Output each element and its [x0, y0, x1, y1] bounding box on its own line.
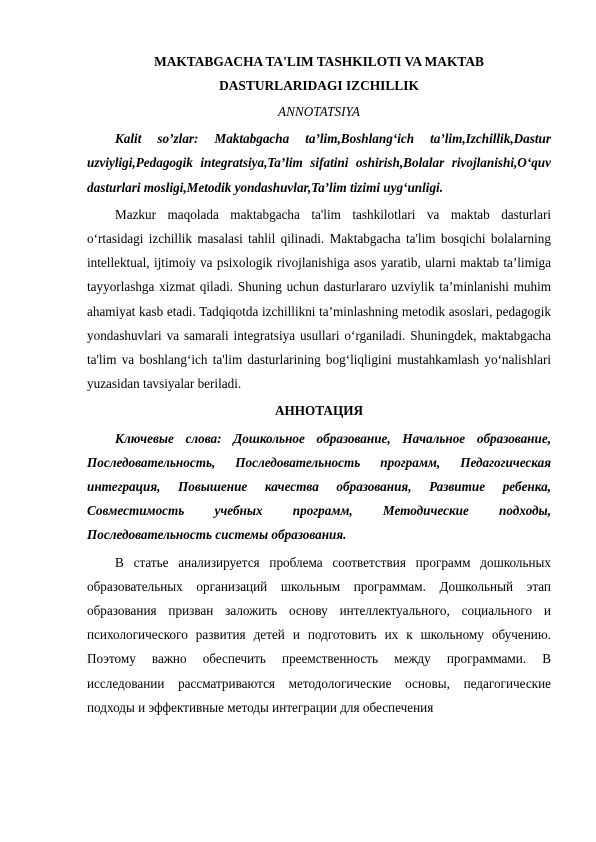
keywords-uz: Kalit so’zlar: Maktabgacha ta’lim,Boshlang‘ich ta’lim,Izchillik,Dastur uzviyligi,Pedagogik integratsiya,Ta’lim sifatini oshirish,Bolalar rivojlanishi,O‘quv dasturlari mosligi,Metodik yondashuvlar,Ta’lim tizimi uyg‘unligi.	[87, 131, 551, 195]
abstract-uz: Mazkur maqolada maktabgacha ta'lim tashkilotlari va maktab dasturlari o‘rtasidagi izchillik masalasi tahlil qilinadi. Maktabgacha ta'lim bosqichi bolalarning intellektual, ijtimoiy va psixologik rivojlanishiga asos yaratib, ularni maktab ta’limiga tayyorlashga xizmat qiladi. Shuning uchun dasturlararo uzviylik ta’minlanishi muhim ahamiyat kasb etadi. Tadqiqotda izchillikni ta’minlashning metodik asoslari, pedagogik yondashuvlari va samarali integratsiya usullari o‘rganiladi. Shuningdek, maktabgacha ta'lim va boshlang‘ich ta'lim dasturlarining bog‘liqligini mustahkamlash yo‘nalishlari yuzasidan tavsiyalar beriladi.	[87, 206, 551, 392]
abstract-ru: В статье анализируется проблема соответствия программ дошкольных образовательных организаций школьным программам. Дошкольный этап образования призван заложить основу интеллектуального, социального и психологического развития детей и подготовить их к школьному обучению. Поэтому важно обеспечить преемственность между программами. В исследовании рассматриваются методологические основы, педагогические подходы и эффективные методы интеграции для обеспечения	[87, 554, 551, 715]
keywords-ru: Ключевые слова: Дошкольное образование, Начальное образование, Последовательность, Последовательность программ, Педагогическая интеграция, Повышение качества образования, Развитие ребенка, Совместимость учебных программ, Методические подходы, Последовательность системы образования.	[87, 430, 551, 543]
article-title-line-1: MAKTABGACHA TA'LIM TASHKILOTI VA MAKTAB	[154, 54, 484, 69]
article-title-line-2: DASTURLARIDAGI IZCHILLIK	[219, 78, 419, 93]
annotation-heading-uz: ANNOTATSIYA	[278, 104, 360, 119]
annotation-heading-ru: АННОТАЦИЯ	[275, 403, 363, 419]
